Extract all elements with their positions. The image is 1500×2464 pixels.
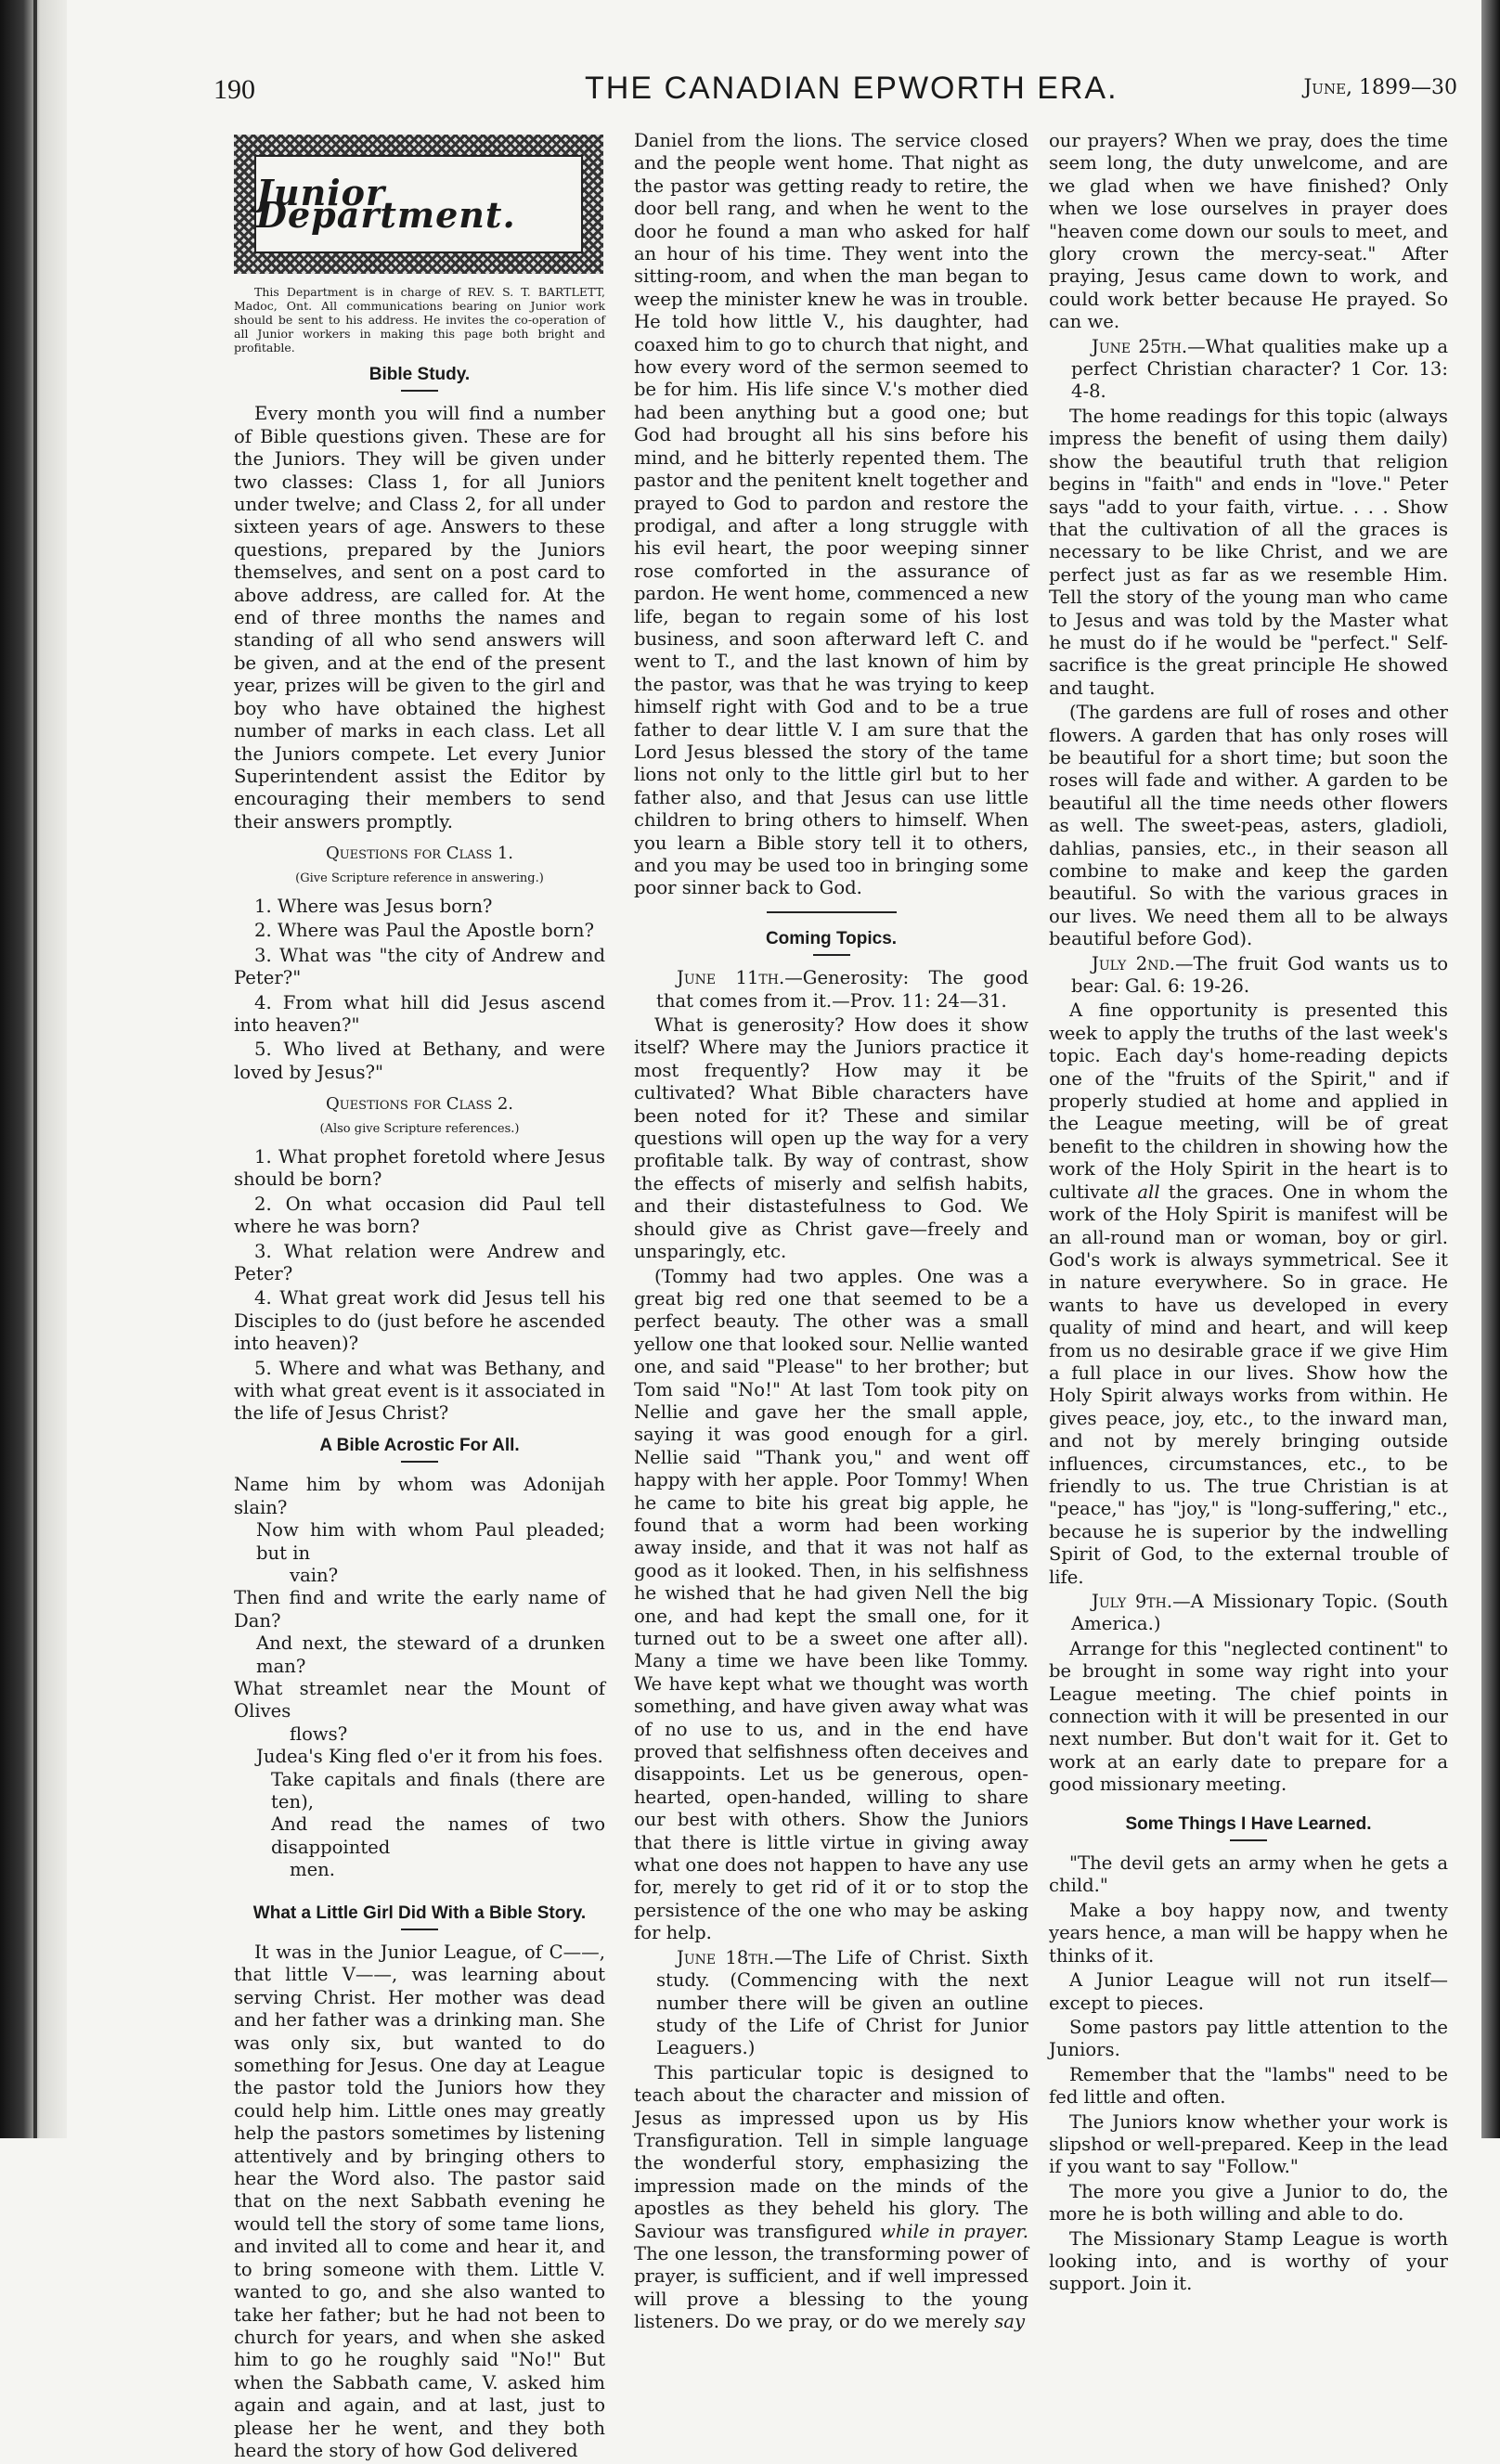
poem-line: Now him with whom Paul pleaded; but in [256,1519,605,1564]
learned-item: The Juniors know whether your work is slipshod or well-prepared. Keep in the lead if you want to say "Follow." [1049,2110,1448,2178]
poem-line: Then find and write the early name of Dan? [234,1587,605,1632]
topic-july-2 [1049,953,1448,999]
department-notice: This Department is in charge of REV. S. T. BARTLETT, Madoc, Ont. All communications bearing on Junior work should be sent to his address. He invites the co-operation of all Junior workers in making this page both bright and profitable. [234,285,605,355]
learned-heading: Some Things I Have Learned. [1125,1813,1372,1834]
class1-note: (Give Scripture reference in answering.) [295,871,544,885]
topic-paragraph [634,2062,1028,2334]
poem-line: Name him by whom was Adonijah slain? [234,1474,605,1518]
topic-june-25 [1049,336,1448,404]
heading-rule [401,1461,438,1463]
acrostic-heading: A Bible Acrostic For All. [319,1435,520,1455]
heading-rule [401,1929,438,1930]
topic-title: —What qualities make up a perfect Christian character? 1 Cor. 13: 4-8. [1071,335,1449,403]
poem-line: men. [290,1859,336,1881]
topic-title: —The fruit God wants us to bear: Gal. 6: 19-26. [1071,952,1449,998]
coming-topics-heading: Coming Topics. [765,928,898,948]
learned-item: A Junior League will not run itself—except to pieces. [1049,1969,1448,2014]
binding-shadow-line [33,0,37,2138]
column-2 [634,130,1028,2336]
department-banner-inner [254,155,583,253]
topic-paragraph: (The gardens are full of roses and other flowers. A garden that has only roses will be beautiful for a short time; but soon the roses will fade and wither. A garden to be beautiful all the time needs other flowers as well. The sweet-peas, asters, gladioli, dahlias, pansies, etc., in their season all combine to make and keep the garden beautiful. So with the various graces in our lives. We need them all to be always beautiful before God). [1049,702,1448,950]
learned-item: Remember that the "lambs" need to be fed little and often. [1049,2063,1448,2109]
bible-study-heading: Bible Study. [369,365,471,384]
poem-line: What streamlet near the Mount of Olives [234,1677,605,1722]
heading-rule [813,954,850,956]
department-title: Junior Department. [256,171,516,236]
journal-title: THE CANADIAN EPWORTH ERA. [585,71,1119,106]
poem-line: Judea's King fled o'er it from his foes. [256,1746,603,1768]
bible-study-intro: Every month you will find a number of Bible questions given. These are for the Juniors. They will be given under two classes: Class 1, for all Juniors under twelve; and Class 2, for all under sixteen years of age. Answers to these questions, prepared by the Juniors themselves, and sent on a post card to above address, are called for. At the end of three months the names and standing of all who send answers will be given, and at the end of the present year, prizes will be given to the girl and boy who have obtained the highest number of marks in each class. Let all the Juniors compete. Let every Junior Superintendent assist the Editor by encouraging their members to send their answers promptly. [234,403,605,832]
topic-title: —Generosity: The good that comes from it.—Prov. 11: 24—31. [656,967,1028,1012]
topic-paragraph: Arrange for this "neglected continent" to be brought in some way right into your League meeting. The chief points in connection with it will be presented in our next number. But don't wait for it. Get to work at an early date to prepare for a good missionary meeting. [1049,1637,1448,1796]
little-girl-continued: Daniel from the lions. The service closed and the people went home. That night as the pastor was getting ready to retire, the door bell rang, and when he went to the door he found a man who asked for half an hour of his time. They went into the sitting-room, and when the man began to weep the minister knew he was in trouble. He told how little V., his daughter, had coaxed him to go to church that night, and how every word of the sermon seemed to be for him. His life since V.'s mother died had been anything but a good one; but God had brought all his sins before his mind, and he bitterly repented them. The pastor and the penitent knelt together and prayed to God to pardon and restore the prodigal, and after a long struggle with his evil heart, the poor weeping sinner rose comforted in the assurance of pardon. He went home, commenced a new life, began to regain some of his lost business, and soon afterward left C. and went to T., and the last known of him by the pastor, was that he was trying to keep himself right with God and to be a true father to dear little V. I am sure that the Lord Jesus blessed the story of the tame lions not only to the little girl but to her father also, and that Jesus can use little children to bring others to himself. When you learn a Bible story tell it to others, and you may be used too in bringing some poor sinner back to God. [634,130,1028,899]
poem-line: And read the names of two disappointed [271,1813,605,1858]
page-header [213,67,1457,113]
topic-paragraph: The home readings for this topic (always impress the benefit of using them daily) show the beautiful truth that religion begins in "faith" and ends in "love." Peter says "add to your faith, virtue. . . . Show that the cultivation of all the graces is necessary to be like Christ, and we are perfect just as far as we resemble Him. Tell the story of the young man who came to Jesus and was told by the Master what he must do if he would be "perfect." Self-sacrifice is the great principle He showed and taught. [1049,405,1448,699]
text-run: This particular topic is designed to teach about the character and mission of Jesus as impressed upon us by His Transfiguration. Tell in simple language the wonderful story, emphasizing the impression made on the minds of the apostles as they beheld his glory. The Saviour was transfigured [634,2061,1028,2242]
section-rule [767,911,897,913]
question: 4. What great work did Jesus tell his Disciples to do (just before he ascended into heaven)? [234,1287,605,1355]
question: 2. On what occasion did Paul tell where he was born? [234,1193,605,1238]
topic-june-18 [634,1947,1028,2060]
class2-note: (Also give Scripture references.) [319,1121,520,1136]
topic-paragraph-continued: our prayers? When we pray, does the time seem long, the duty unwelcome, and are we glad when we have finished? Only when we lose ourselves in prayer does "heaven come down our souls to meet, and glory crown the mercy-seat." After praying, Jesus came down to work, and could work better because He prayed. So can we. [1049,130,1448,333]
text-run: The one lesson, the transforming power of prayer, is sufficient, and if well impressed will prove a blessing to the young listeners. Do we pray, or do we merely [634,2242,1028,2333]
topic-june-11 [634,967,1028,1013]
learned-item: Some pastors pay little attention to the Juniors. [1049,2016,1448,2061]
topic-date: July 2nd. [1092,952,1175,974]
emphasis: while in prayer. [879,2220,1029,2242]
heading-rule [1230,1839,1267,1841]
column-3 [1049,130,1448,2298]
emphasis: say [994,2311,1026,2333]
department-banner [234,135,603,274]
topic-date: June 18th. [677,1946,775,1968]
issue-date: June, 1899—30 [1303,76,1457,99]
page-number: 190 [213,74,255,105]
learned-item: The Missionary Stamp League is worth looking into, and is worthy of your support. Join it. [1049,2227,1448,2295]
poem-line: And next, the steward of a drunken man? [256,1632,605,1677]
emphasis: all [1137,1180,1160,1203]
question: 1. What prophet foretold where Jesus should be born? [234,1146,605,1191]
question: 2. Where was Paul the Apostle born? [254,920,594,942]
page-edge [1481,0,1500,2138]
topic-date: June 25th. [1092,335,1188,357]
topic-date: June 11th. [677,967,785,989]
learned-item: Make a boy happy now, and twenty years hence, a man will be happy when he thinks of it. [1049,1899,1448,1967]
question: 3. What relation were Andrew and Peter? [234,1240,605,1285]
topic-paragraph: What is generosity? How does it show itself? Where may the Juniors practice it most frequently? How may it be cultivated? What Bible characters have been noted for it? These and similar questions will open up the way for a very profitable talk. By way of contrast, show the effects of miserly and selfish habits, and their distastefulness to God. We should give as Christ gave—freely and unsparingly, etc. [634,1014,1028,1263]
question: 1. Where was Jesus born? [254,895,493,917]
class2-heading: Questions for Class 2. [325,1094,514,1115]
heading-rule [401,390,438,392]
acrostic-poem [234,1474,605,1881]
topic-paragraph [1049,1000,1448,1589]
topic-paragraph: (Tommy had two apples. One was a great big red one that seemed to be a perfect beauty. The other was a small yellow one that looked sour. Nellie wanted one, and said "Please" to her brother; but Tom said "No!" At last Tom took pity on Nellie and gave her the small apple, saying it was good enough for a girl. Nellie said "Thank you," and went off happy with her apple. Poor Tommy! When he came to bite his great big apple, he found that a worm had been working away inside, and that it was not half as good as it looked. Then, in his selfishness he wished that he had given Nell the big one, and had kept the small one, for it turned out to be a sweet one after all). Many a time we have been like Tommy. We have kept what we thought was worth something, and have given away what was of no use to us, and in the end have proved that selfishness often deceives and disappoints. Let us be generous, open-hearted, open-handed, willing to share our best with others. Show the Juniors that there is little virtue in giving away what one does not happen to have any use for, merely to get rid of it or to stop the persistence of the one who may be asking for help. [634,1265,1028,1944]
question: 3. What was "the city of Andrew and Peter?" [234,944,605,989]
learned-item: The more you give a Junior to do, the more he is both willing and able to do. [1049,2180,1448,2225]
learned-item: "The devil gets an army when he gets a child." [1049,1852,1448,1897]
text-run: the graces. One in whom the work of the Holy Spirit is manifest will be an all-round man or woman, boy or girl. God's work is always symmetrical. See it in nature everywhere. So in grace. He wants to have us developed in every quality of mind and heart, and will keep from us no desirable grace if we give Him a full place in our lives. Show how the Holy Spirit always works from within. He gives peace, joy, etc., to the inward man, and not by merely bringing outside influences, circumstances, etc., to be friendly to us. The true Christian is at "peace," has "joy," is "long-suffering," etc., because he is superior by the indwelling Spirit of God, to the external trouble of life. [1049,1180,1449,1588]
little-girl-paragraph: It was in the Junior League, of C——, that little V——, was learning about serving Christ. Her mother was dead and her father was a drinking man. She was only six, but wanted to do something for Jesus. One day at League the pastor told the Juniors how they could help him. Little ones may greatly help the pastors sometimes by listening attentively and by bringing others to hear the Word also. The pastor said that on the next Sabbath evening he would tell the story of some tame lions, and invited all to come and hear it, and to bring someone with them. Little V. wanted to go, and she also wanted to take her father; but he had not been to church for years, and when she asked him to go he roughly said "No!" But when the Sabbath came, V. asked him again and again, and at last, just to please her he went, and they both heard the story of how God delivered [234,1942,605,2461]
column-1 [234,135,605,2464]
poem-line: flows? [290,1722,348,1745]
topic-title: —A Missionary Topic. (South America.) [1071,1591,1448,1635]
little-girl-heading: What a Little Girl Did With a Bible Story. [252,1903,587,1923]
topic-date: July 9th. [1092,1591,1173,1612]
text-run: A fine opportunity is presented this week to apply the truths of the last week's topic. Each day's home-reading depicts one of the "fruits of the Spirit," and if properly studied at home and applied in the League meeting, will be of great benefit to the children in showing how the work of the Holy Spirit in the heart is to cultivate [1049,1000,1448,1203]
poem-line: Take capitals and finals (there are ten), [271,1768,605,1813]
question: 5. Who lived at Bethany, and were loved by Jesus?" [234,1038,605,1083]
class1-heading: Questions for Class 1. [325,844,514,864]
question: 4. From what hill did Jesus ascend into heaven?" [234,991,605,1036]
topic-july-9 [1049,1591,1448,1636]
poem-line: vain? [290,1564,339,1586]
topic-title: —The Life of Christ. Sixth study. (Commencing with the next number there will be given an outline study of the Life of Christ for Junior Leaguers.) [656,1946,1028,2059]
question: 5. Where and what was Bethany, and with what great event is it associated in the life of Jesus Christ? [234,1357,605,1425]
